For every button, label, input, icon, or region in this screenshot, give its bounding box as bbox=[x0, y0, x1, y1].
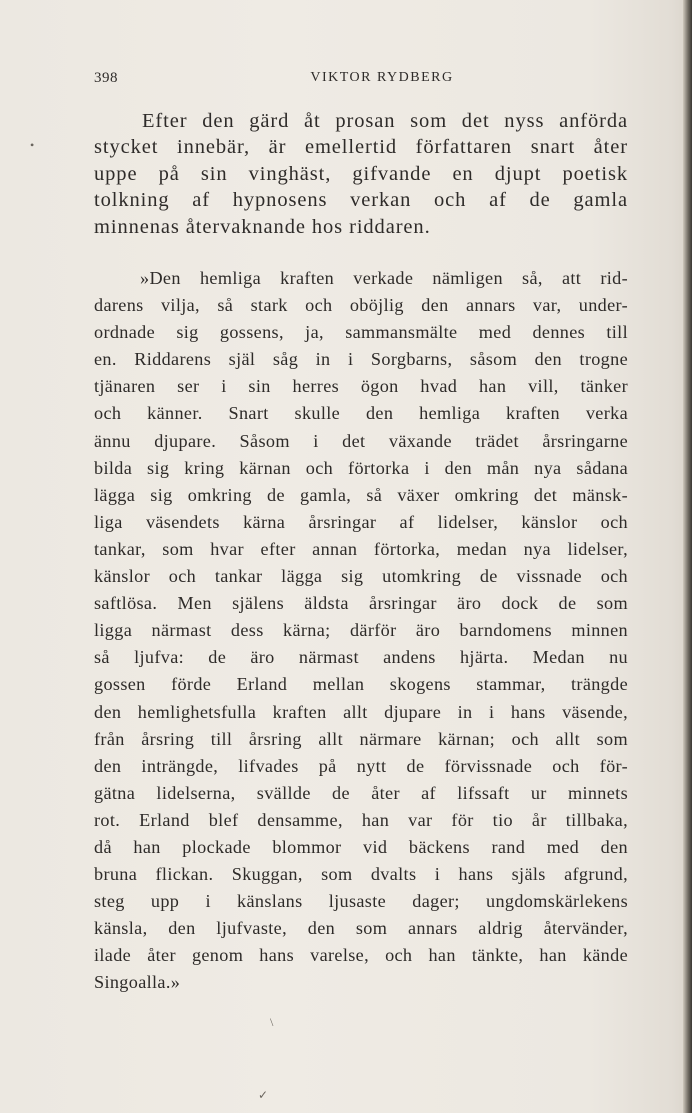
running-head: VIKTOR RYDBERG bbox=[310, 70, 454, 85]
text-line: stycket innebär, är emellertid författaren snart åter bbox=[94, 136, 628, 159]
text-line: bilda sig kring kärnan och förtorka i den mån nya sådana bbox=[94, 457, 628, 478]
intro-paragraph bbox=[94, 108, 628, 240]
text-line: ordnade sig gossens, ja, sammansmälte med dennes till bbox=[94, 322, 628, 343]
text-line: Singoalla.» bbox=[94, 972, 181, 993]
text-line: känsla, den ljufvaste, den som annars aldrig återvänder, bbox=[94, 918, 628, 939]
text-line: steg upp i känslans ljusaste dager; ungdomskärlekens bbox=[94, 891, 628, 912]
text-line: darens vilja, så stark och oböjlig den annars var, under- bbox=[94, 295, 628, 316]
text-line: då han plockade blommor vid bäckens rand med den bbox=[94, 836, 628, 857]
scan-speck-mark: \ bbox=[270, 1015, 274, 1029]
text-line: gätna lidelserna, svällde de åter af lifssaft ur minnets bbox=[94, 782, 628, 803]
text-line: ännu djupare. Såsom i det växande trädet årsringarne bbox=[94, 430, 628, 451]
text-line: från årsring till årsring allt närmare kärnan; och allt som bbox=[94, 728, 628, 749]
text-line: ligga närmast dess kärna; därför äro barndomens minnen bbox=[94, 620, 628, 641]
page-number: 398 bbox=[94, 70, 118, 86]
page-header bbox=[94, 70, 654, 94]
text-line: saftlösa. Men själens äldsta årsringar äro dock de som bbox=[94, 593, 628, 614]
text-line: bruna flickan. Skuggan, som dvalts i hans själs afgrund, bbox=[94, 864, 628, 885]
text-line: minnenas återvaknande hos riddaren. bbox=[94, 215, 431, 238]
text-line: liga väsendets kärna årsringar af lidelser, känslor och bbox=[94, 511, 628, 532]
page-edge-shadow bbox=[683, 0, 692, 1113]
text-line: gossen förde Erland mellan skogens stammar, trängde bbox=[94, 674, 628, 695]
text-line: ilade åter genom hans varelse, och han tänkte, han kände bbox=[94, 945, 628, 966]
text-line: lägga sig omkring de gamla, så växer omkring det mänsk- bbox=[94, 484, 628, 505]
text-line: uppe på sin vinghäst, gifvande en djupt poetisk bbox=[94, 162, 628, 185]
text-line: »Den hemliga kraften verkade nämligen så, att rid- bbox=[140, 268, 628, 288]
text-line: så ljufva: de äro närmast andens hjärta. Medan nu bbox=[94, 647, 628, 668]
quote-paragraph bbox=[94, 265, 628, 997]
text-line: tjänaren ser i sin herres ögon hvad han vill, tänker bbox=[94, 376, 628, 397]
text-line: den hemlighetsfulla kraften allt djupare in i hans väsende, bbox=[94, 701, 628, 722]
scan-speck-mark: • bbox=[30, 138, 35, 152]
text-line: tankar, som hvar efter annan förtorka, medan nya lidelser, bbox=[94, 538, 628, 559]
scan-speck-mark: ✓ bbox=[258, 1088, 269, 1102]
text-line: Efter den gärd åt prosan som det nyss anförda bbox=[142, 110, 628, 132]
text-line: och känner. Snart skulle den hemliga kraften verka bbox=[94, 403, 628, 424]
text-line: känslor och tankar lägga sig utomkring de vissnade och bbox=[94, 566, 628, 587]
text-line: tolkning af hypnosens verkan och af de gamla bbox=[94, 189, 628, 212]
text-line: en. Riddarens själ såg in i Sorgbarns, såsom den trogne bbox=[94, 349, 628, 370]
text-line: den inträngde, lifvades på nytt de förvissnade och för- bbox=[94, 755, 628, 776]
text-line: rot. Erland blef densamme, han var för tio år tillbaka, bbox=[94, 809, 628, 830]
